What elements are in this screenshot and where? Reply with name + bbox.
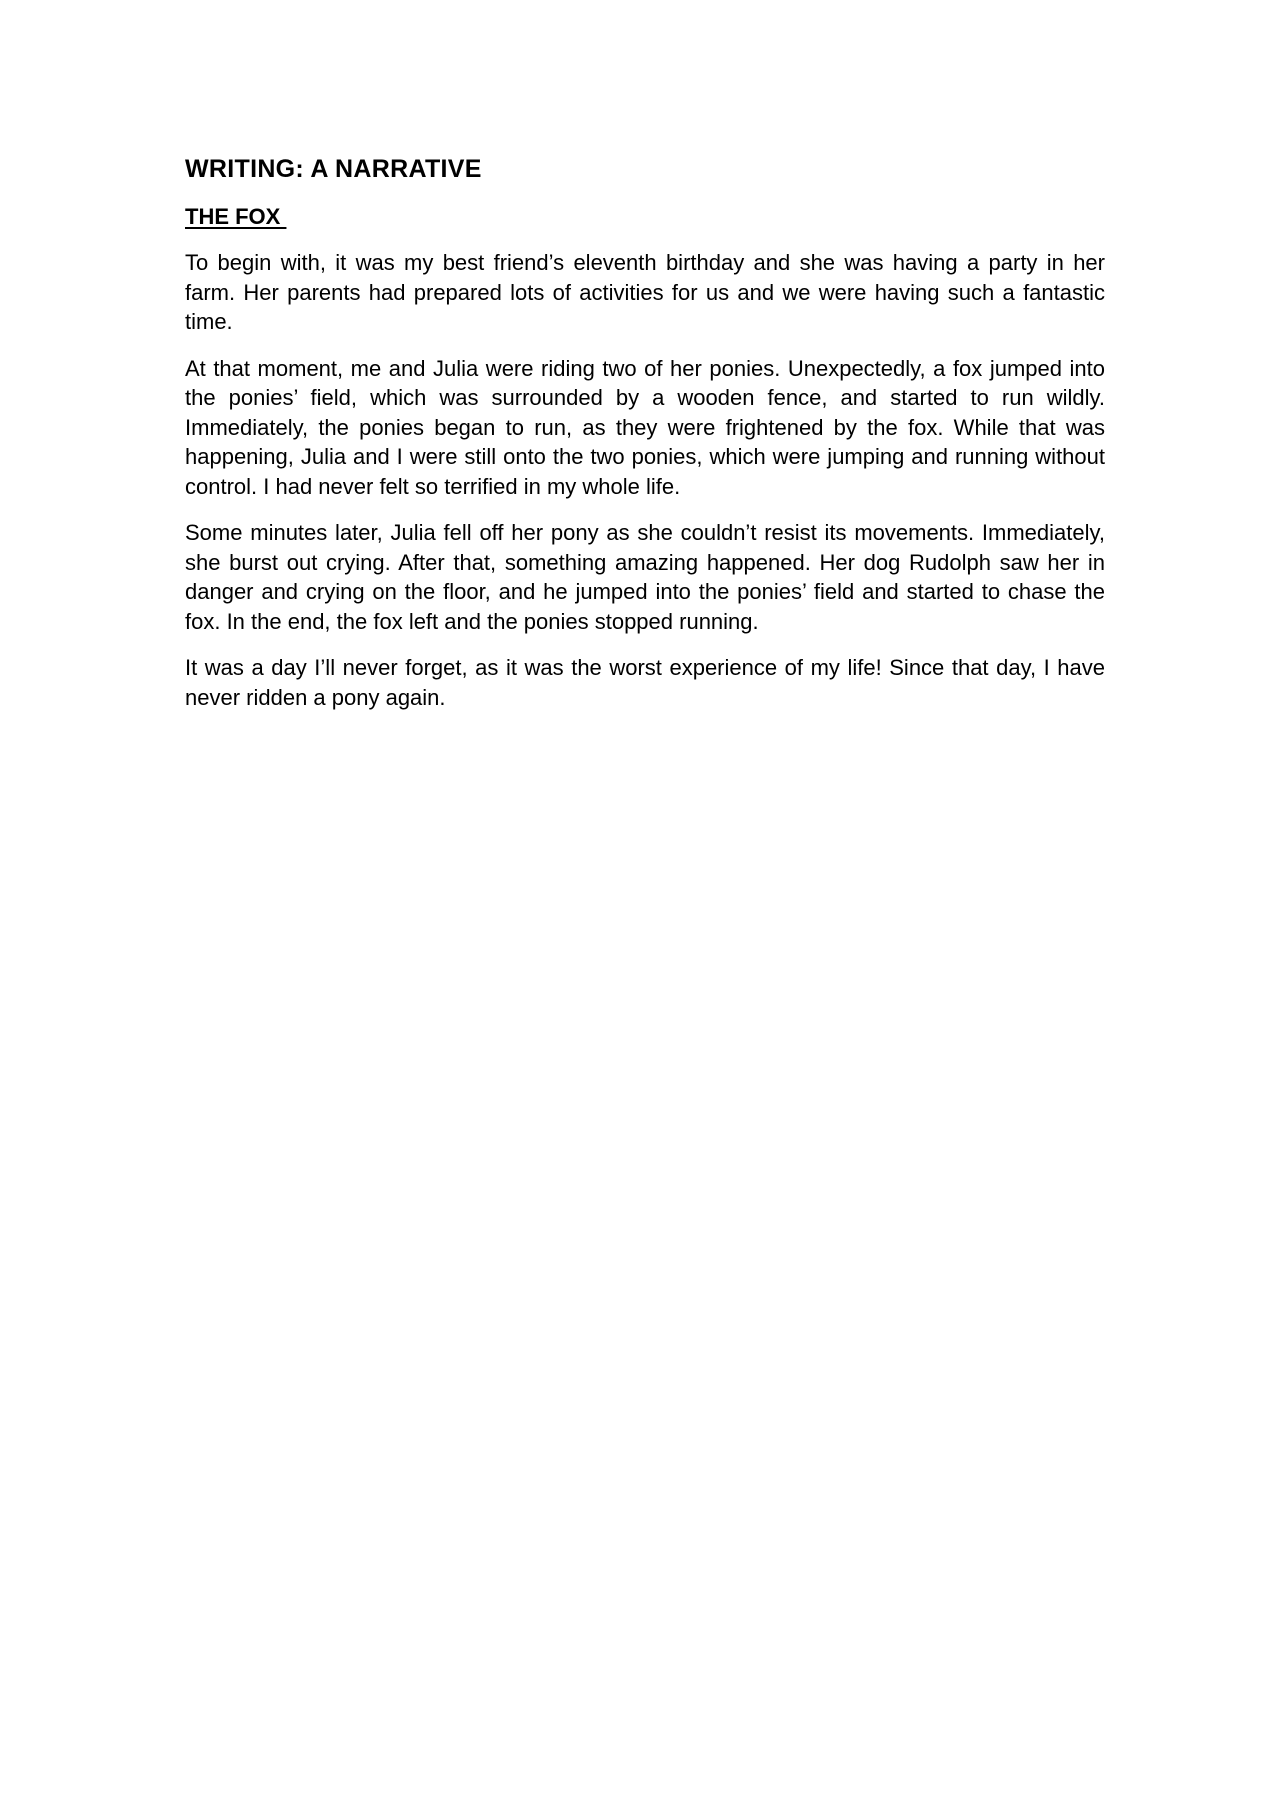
paragraph-4: It was a day I’ll never forget, as it was the worst experience of my life! Since that day, I have never ridden a pony again. bbox=[185, 655, 1105, 710]
document-title: WRITING: A NARRATIVE bbox=[185, 155, 482, 183]
paragraph-3: Some minutes later, Julia fell off her pony as she couldn’t resist its movements. Immediately, she burst out crying. After that, something amazing happened. Her dog Rudolph saw her in danger and crying on the floor, and he jumped into the ponies’ field and started to chase the fox. In the end, the fox left and the ponies stopped running. bbox=[185, 520, 1105, 634]
paragraph-2: At that moment, me and Julia were riding two of her ponies. Unexpectedly, a fox jumped into the ponies’ field, which was surrounded by a wooden fence, and started to run wildly. Immediately, the ponies began to run, as they were frightened by the fox. While that was happening, Julia and I were still onto the two ponies, which were jumping and running without control. I had never felt so terrified in my whole life. bbox=[185, 355, 1105, 499]
document-page bbox=[185, 150, 1105, 729]
story-title: THE FOX bbox=[185, 204, 287, 229]
paragraph-1: To begin with, it was my best friend’s eleventh birthday and she was having a party in her farm. Her parents had prepared lots of activities for us and we were having such a fantastic time. bbox=[185, 250, 1105, 334]
